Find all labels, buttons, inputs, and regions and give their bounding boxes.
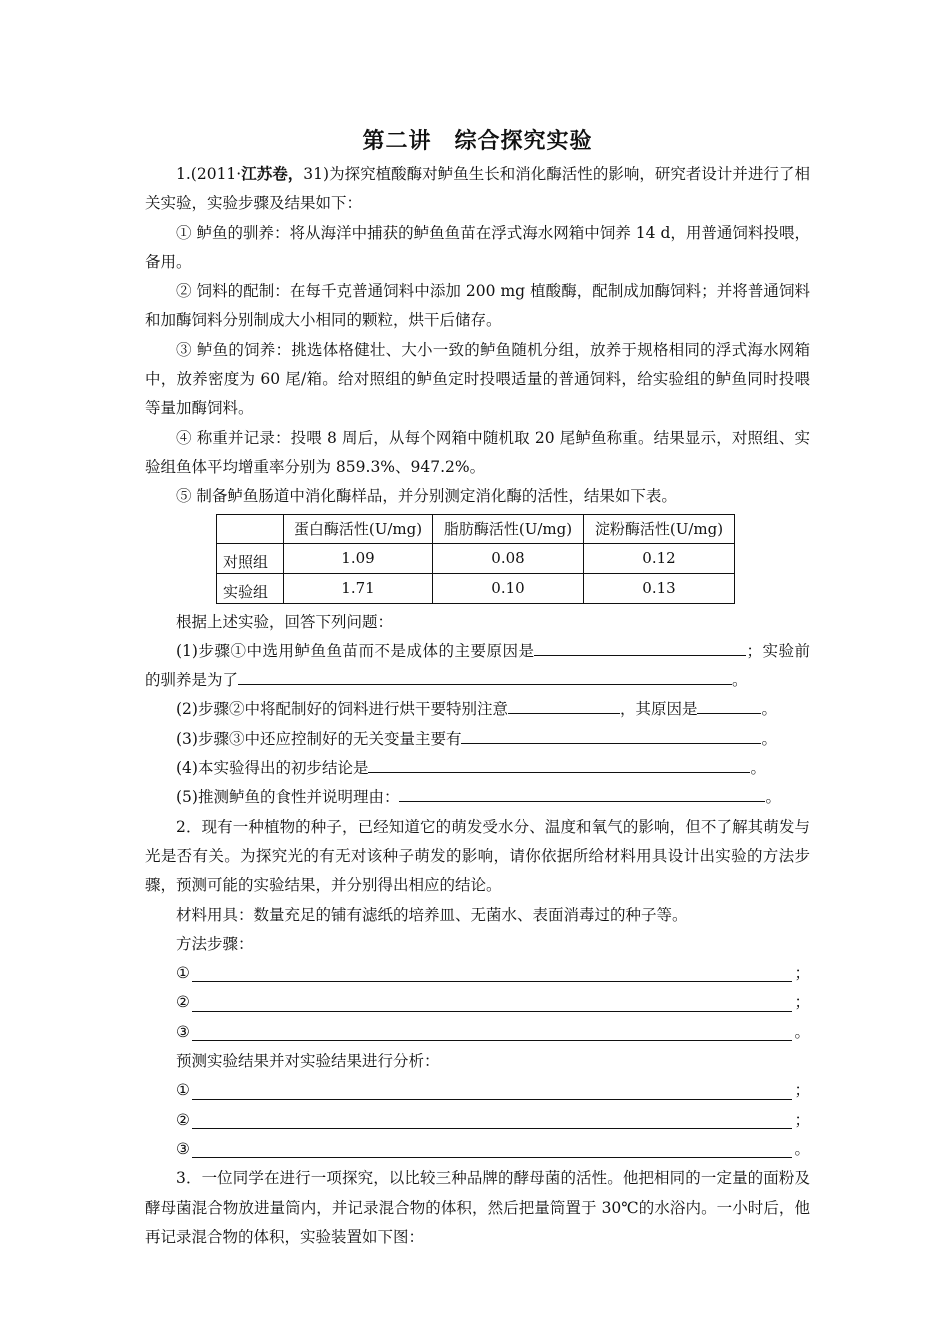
table-row	[217, 573, 735, 603]
q1-step-5: ⑤ 制备鲈鱼肠道中消化酶样品，并分别测定消化酶的活性，结果如下表。	[176, 487, 677, 506]
predict-line-2: ② ；	[176, 1110, 810, 1129]
table-row-label: 实验组	[217, 573, 284, 603]
q1-step-3: ③ 鲈鱼的饲养：挑选体格健壮、大小一致的鲈鱼随机分组，放养于规格相同的浮式海水网箱中，放养密度为 60 尾/箱。给对照组的鲈鱼定时投喂适量的普通饲料，给实验组的鲈鱼同时投喂等量加酶饲料。	[145, 340, 810, 418]
q2-method-label: 方法步骤：	[176, 934, 254, 953]
table-cell: 1.71	[284, 573, 433, 603]
answer-line[interactable]	[192, 1081, 793, 1100]
q1-sub-2: (2)步骤②中将配制好的饲料进行烘干要特别注意 ，其原因是 。	[145, 695, 810, 724]
answer-blank[interactable]	[697, 696, 761, 714]
q2-text: 2．现有一种植物的种子，已经知道它的萌发受水分、温度和氧气的影响，但不了解其萌发与光是否有关。为探究光的有无对该种子萌发的影响，请你依据所给材料用具设计出实验的方法步骤，预测可能的实验结果，并分别得出相应的结论。	[145, 817, 810, 895]
answer-blank[interactable]	[534, 638, 746, 656]
q3-text: 3．一位同学在进行一项探究，以比较三种品牌的酵母菌的活性。他把相同的一定量的面粉及酵母菌混合物放进量筒内，并记录混合物的体积，然后把量筒置于 30℃的水浴内。一小时后，他再记录混合物的体积，实验装置如下图：	[145, 1169, 810, 1246]
method-step-2: ② ；	[176, 993, 810, 1012]
table-header-cell: 蛋白酶活性(U/mg)	[284, 514, 433, 543]
answer-blank[interactable]	[368, 755, 750, 773]
table-header-row	[217, 514, 735, 543]
table-header-cell: 脂肪酶活性(U/mg)	[433, 514, 584, 543]
predict-line-3: ③ 。	[176, 1139, 810, 1158]
table-row	[217, 543, 735, 573]
q1-lead: 根据上述实验，回答下列问题：	[176, 612, 394, 631]
answer-blank[interactable]	[238, 667, 732, 685]
answer-line[interactable]	[192, 1139, 793, 1158]
table-cell: 0.13	[584, 573, 735, 603]
method-step-3: ③ 。	[176, 1022, 810, 1041]
answer-blank[interactable]	[461, 726, 761, 744]
predict-line-1: ① ；	[176, 1081, 810, 1100]
q1-sub-1: (1)步骤①中选用鲈鱼鱼苗而不是成体的主要原因是 ；实验前的驯养是为了 。	[145, 637, 810, 696]
answer-line[interactable]	[192, 1022, 793, 1041]
document-page	[145, 120, 810, 1252]
q1-intro: 1.(2011·江苏卷，31)为探究植酸酶对鲈鱼生长和消化酶活性的影响，研究者设计并进行了相关实验，实验步骤及结果如下：	[145, 164, 810, 213]
q2-materials: 材料用具：数量充足的铺有滤纸的培养皿、无菌水、表面消毒过的种子等。	[176, 905, 688, 924]
q1-step-1: ① 鲈鱼的驯养：将从海洋中捕获的鲈鱼鱼苗在浮式海水网箱中饲养 14 d，用普通饲料投喂，备用。	[145, 223, 810, 271]
enzyme-activity-table	[216, 514, 735, 604]
table-cell: 0.12	[584, 543, 735, 573]
q1-sub-4: (4)本实验得出的初步结论是 。	[145, 754, 810, 783]
answer-line[interactable]	[192, 993, 793, 1012]
answer-blank[interactable]	[399, 784, 765, 802]
q1-step-4: ④ 称重并记录：投喂 8 周后，从每个网箱中随机取 20 尾鲈鱼称重。结果显示，对照组、实验组鱼体平均增重率分别为 859.3%、947.2%。	[145, 428, 810, 476]
table-cell: 0.10	[433, 573, 584, 603]
answer-line[interactable]	[192, 963, 793, 982]
method-step-1: ① ；	[176, 964, 810, 983]
answer-line[interactable]	[192, 1110, 793, 1129]
table-cell: 0.08	[433, 543, 584, 573]
q2-predict-label: 预测实验结果并对实验结果进行分析：	[176, 1052, 440, 1071]
table-header-cell: 淀粉酶活性(U/mg)	[584, 514, 735, 543]
q1-source: 江苏卷，	[241, 164, 304, 183]
q1-sub-3: (3)步骤③中还应控制好的无关变量主要有 。	[145, 725, 810, 754]
answer-blank[interactable]	[508, 696, 620, 714]
table-cell: 1.09	[284, 543, 433, 573]
q1-sub-5: (5)推测鲈鱼的食性并说明理由： 。	[145, 783, 810, 812]
table-header-cell	[217, 514, 284, 543]
page-title: 第二讲 综合探究实验	[362, 128, 593, 154]
q1-step-2: ② 饲料的配制：在每千克普通饲料中添加 200 mg 植酸酶，配制成加酶饲料；并将普通饲料和加酶饲料分别制成大小相同的颗粒，烘干后储存。	[145, 282, 810, 330]
table-row-label: 对照组	[217, 543, 284, 573]
